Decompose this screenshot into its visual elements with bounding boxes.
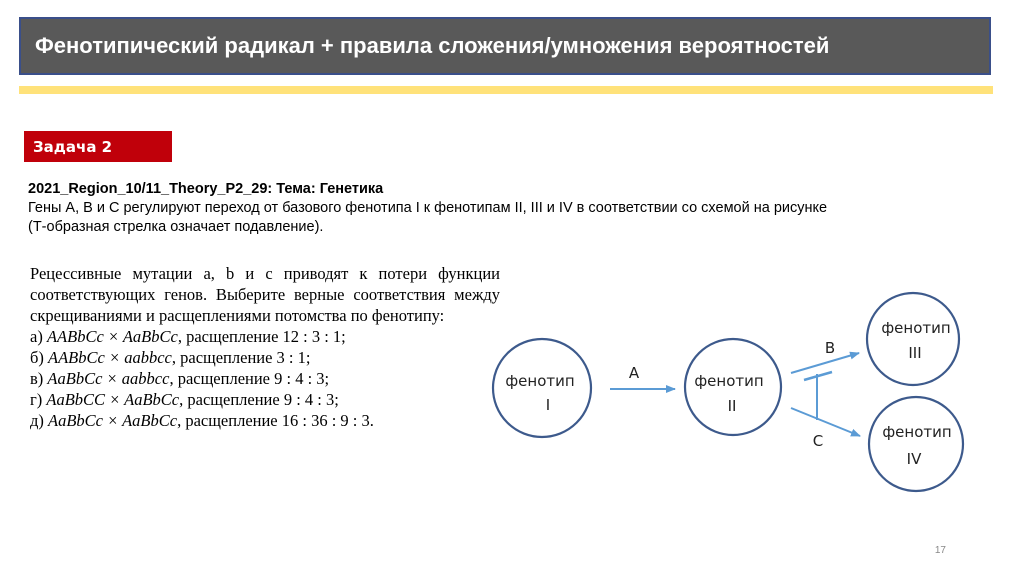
option-split: , расщепление 9 : 4 : 3; — [169, 369, 330, 388]
node-3-label: фенотип — [881, 319, 951, 337]
option-cross: AABbCc × AaBbCc — [46, 327, 178, 346]
node-1-label: фенотип — [505, 372, 575, 390]
phenotype-node-3 — [867, 293, 959, 385]
node-1-numeral: I — [545, 396, 551, 414]
problem-text — [30, 263, 500, 431]
slide-header — [19, 17, 991, 75]
answer-option — [30, 368, 500, 389]
node-2-numeral: II — [727, 397, 737, 415]
task-badge: Задача 2 — [24, 131, 172, 162]
suppression-t-arrow — [804, 372, 832, 420]
answer-option — [30, 389, 500, 410]
option-prefix: а) — [30, 327, 47, 346]
answer-option — [30, 410, 500, 431]
arrow-a-label: A — [628, 364, 640, 382]
arrow-c-label: C — [812, 432, 824, 450]
page-number: 17 — [934, 545, 946, 556]
task-description-line-2: (Т-образная стрелка означает подавление). — [28, 219, 324, 235]
task-description-line-1: Гены A, B и C регулируют переход от базового фенотипа I к фенотипам II, III и IV в соответствии со схемой на рисунке — [28, 200, 828, 216]
task-source-title: 2021_Region_10/11_Theory_P2_29: Тема: Генетика — [28, 181, 384, 197]
option-prefix: в) — [30, 369, 48, 388]
answer-option — [30, 326, 500, 347]
option-cross: AaBbCC × AaBbCc — [46, 390, 180, 409]
option-cross: AABbCc × aabbcc — [48, 348, 172, 367]
node-4-label: фенотип — [882, 423, 952, 441]
option-prefix: г) — [30, 390, 47, 409]
option-split: , расщепление 3 : 1; — [171, 348, 311, 367]
answer-option — [30, 347, 500, 368]
option-prefix: б) — [30, 348, 49, 367]
option-cross: AaBbCc × AaBbCc — [48, 411, 178, 430]
option-prefix: д) — [30, 411, 49, 430]
phenotype-node-4 — [869, 397, 963, 491]
task-source — [28, 180, 988, 237]
option-cross: AaBbCc × aabbcc — [47, 369, 170, 388]
arrow-b-label: B — [824, 339, 836, 357]
node-3-numeral: III — [908, 344, 922, 362]
option-split: , расщепление 16 : 36 : 9 : 3. — [177, 411, 374, 430]
accent-bar — [19, 86, 993, 94]
node-4-numeral: IV — [906, 450, 922, 468]
option-split: , расщепление 9 : 4 : 3; — [179, 390, 339, 409]
node-2-label: фенотип — [694, 372, 764, 390]
problem-intro: Рецессивные мутации a, b и c приводят к потери функции соответствующих генов. Выберите верные соответствия между скрещиваниями и расщеплениями потомства по фенотипу: — [30, 264, 500, 325]
arrow-c — [791, 408, 860, 436]
option-split: , расщепление 12 : 3 : 1; — [177, 327, 346, 346]
phenotype-diagram — [480, 280, 1020, 510]
slide-title: Фенотипический радикал + правила сложения/умножения вероятностей — [35, 33, 830, 58]
